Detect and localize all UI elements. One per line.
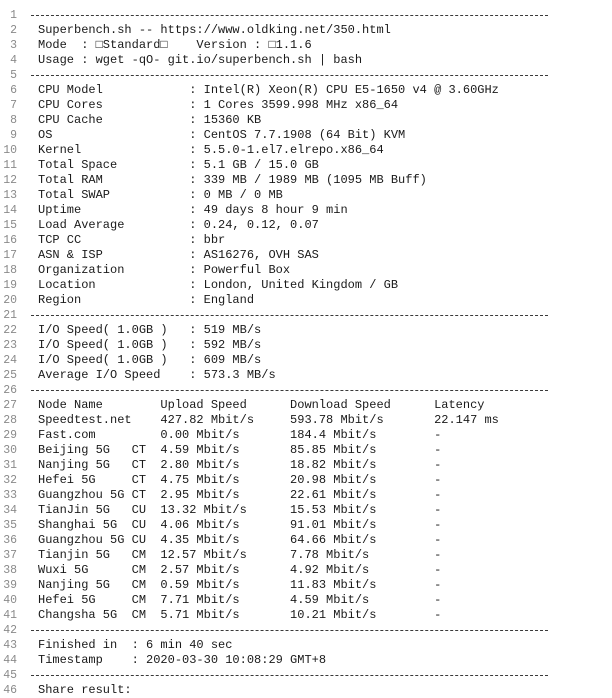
divider-line [0,383,612,398]
line-text: CPU Cores : 1 Cores 3599.998 MHz x86_64 [38,98,399,112]
divider-line [0,668,612,683]
line-number: 41 [3,609,17,622]
line-text: OS : CentOS 7.7.1908 (64 Bit) KVM [38,128,406,142]
divider-line [0,68,612,83]
dashed-separator [31,675,548,676]
line-number: 38 [3,564,17,577]
line-number: 44 [3,654,17,667]
line-text: Total SWAP : 0 MB / 0 MB [38,188,283,202]
text-line [0,323,612,338]
line-number: 28 [3,414,17,427]
line-text: Mode : □Standard□ Version : □1.1.6 [38,38,312,52]
line-number: 32 [3,474,17,487]
line-number: 19 [3,279,17,292]
line-number: 46 [3,684,17,697]
line-text: Nanjing 5G CM 0.59 Mbit/s 11.83 Mbit/s - [38,578,442,592]
text-line [0,278,612,293]
line-text: I/O Speed( 1.0GB ) : 609 MB/s [38,353,262,367]
text-line [0,548,612,563]
line-number: 40 [3,594,17,607]
text-line [0,143,612,158]
line-number: 1 [10,9,17,22]
line-text: I/O Speed( 1.0GB ) : 592 MB/s [38,338,262,352]
line-number: 26 [3,384,17,397]
line-text: Average I/O Speed : 573.3 MB/s [38,368,276,382]
line-number: 4 [10,54,17,67]
line-number: 6 [10,84,17,97]
text-line [0,398,612,413]
line-number: 35 [3,519,17,532]
text-line [0,368,612,383]
line-number: 15 [3,219,17,232]
text-line [0,533,612,548]
text-line [0,458,612,473]
line-text: CPU Model : Intel(R) Xeon(R) CPU E5-1650 v4 @ 3.60GHz [38,83,499,97]
line-number: 30 [3,444,17,457]
line-text: TCP CC : bbr [38,233,226,247]
line-text: Tianjin 5G CM 12.57 Mbit/s 7.78 Mbit/s - [38,548,442,562]
line-number: 13 [3,189,17,202]
text-line [0,248,612,263]
line-text: Nanjing 5G CT 2.80 Mbit/s 18.82 Mbit/s - [38,458,442,472]
line-number: 27 [3,399,17,412]
text-line [0,173,612,188]
text-line [0,428,612,443]
text-line [0,53,612,68]
line-number: 10 [3,144,17,157]
line-text: Superbench.sh -- https://www.oldking.net/350.html [38,23,391,37]
line-text: Finished in : 6 min 40 sec [38,638,233,652]
text-line [0,233,612,248]
line-number: 20 [3,294,17,307]
line-number: 17 [3,249,17,262]
line-text: Share result: [38,683,132,697]
line-number: 39 [3,579,17,592]
text-line [0,518,612,533]
line-text: Hefei 5G CT 4.75 Mbit/s 20.98 Mbit/s - [38,473,442,487]
line-text: Node Name Upload Speed Download Speed Latency [38,398,485,412]
dashed-separator [31,390,548,391]
text-line [0,128,612,143]
text-line [0,203,612,218]
text-line [0,353,612,368]
line-number: 11 [3,159,17,172]
divider-line [0,8,612,23]
line-text: CPU Cache : 15360 KB [38,113,262,127]
divider-line [0,308,612,323]
line-number: 22 [3,324,17,337]
line-number: 33 [3,489,17,502]
text-line [0,293,612,308]
line-number: 8 [10,114,17,127]
line-text: Shanghai 5G CU 4.06 Mbit/s 91.01 Mbit/s - [38,518,442,532]
line-text: Location : London, United Kingdom / GB [38,278,399,292]
text-line [0,593,612,608]
line-text: I/O Speed( 1.0GB ) : 519 MB/s [38,323,262,337]
line-text: Usage : wget -qO- git.io/superbench.sh | bash [38,53,363,67]
text-line [0,563,612,578]
line-number: 9 [10,129,17,142]
line-text: Guangzhou 5G CT 2.95 Mbit/s 22.61 Mbit/s - [38,488,442,502]
line-text: Total RAM : 339 MB / 1989 MB (1095 MB Buff) [38,173,427,187]
text-line [0,188,612,203]
text-line [0,98,612,113]
line-number: 7 [10,99,17,112]
line-number: 16 [3,234,17,247]
line-text: Changsha 5G CM 5.71 Mbit/s 10.21 Mbit/s - [38,608,442,622]
text-line [0,473,612,488]
line-number: 23 [3,339,17,352]
line-number: 18 [3,264,17,277]
line-number: 5 [10,69,17,82]
text-line [0,653,612,668]
text-line [0,488,612,503]
line-text: ASN & ISP : AS16276, OVH SAS [38,248,319,262]
text-editor[interactable] [0,8,612,698]
line-text: Timestamp : 2020-03-30 10:08:29 GMT+8 [38,653,327,667]
divider-line [0,623,612,638]
text-line [0,218,612,233]
line-number: 3 [10,39,17,52]
dashed-separator [31,315,548,316]
line-number: 2 [10,24,17,37]
text-line [0,578,612,593]
line-text: Load Average : 0.24, 0.12, 0.07 [38,218,319,232]
line-number: 29 [3,429,17,442]
text-line [0,38,612,53]
line-text: Region : England [38,293,255,307]
line-text: Hefei 5G CM 7.71 Mbit/s 4.59 Mbit/s - [38,593,442,607]
line-text: Uptime : 49 days 8 hour 9 min [38,203,348,217]
line-number: 34 [3,504,17,517]
line-text: Speedtest.net 427.82 Mbit/s 593.78 Mbit/s 22.147 ms [38,413,499,427]
dashed-separator [31,630,548,631]
line-text: Fast.com 0.00 Mbit/s 184.4 Mbit/s - [38,428,442,442]
dashed-separator [31,15,548,16]
text-line [0,158,612,173]
text-line [0,503,612,518]
text-line [0,683,612,698]
line-text: Guangzhou 5G CU 4.35 Mbit/s 64.66 Mbit/s - [38,533,442,547]
text-line [0,443,612,458]
dashed-separator [31,75,548,76]
line-text: Wuxi 5G CM 2.57 Mbit/s 4.92 Mbit/s - [38,563,442,577]
line-text: Kernel : 5.5.0-1.el7.elrepo.x86_64 [38,143,384,157]
line-number: 24 [3,354,17,367]
line-number: 31 [3,459,17,472]
text-line [0,263,612,278]
line-number: 36 [3,534,17,547]
text-line [0,23,612,38]
line-number: 14 [3,204,17,217]
line-text: TianJin 5G CU 13.32 Mbit/s 15.53 Mbit/s - [38,503,442,517]
text-line [0,113,612,128]
line-text: Beijing 5G CT 4.59 Mbit/s 85.85 Mbit/s - [38,443,442,457]
line-number: 37 [3,549,17,562]
line-text: Organization : Powerful Box [38,263,291,277]
line-text: Total Space : 5.1 GB / 15.0 GB [38,158,319,172]
text-line [0,83,612,98]
line-number: 43 [3,639,17,652]
line-number: 42 [3,624,17,637]
line-number: 45 [3,669,17,682]
text-line [0,638,612,653]
text-line [0,413,612,428]
line-number: 12 [3,174,17,187]
line-number: 21 [3,309,17,322]
text-line [0,338,612,353]
line-number: 25 [3,369,17,382]
text-line [0,608,612,623]
